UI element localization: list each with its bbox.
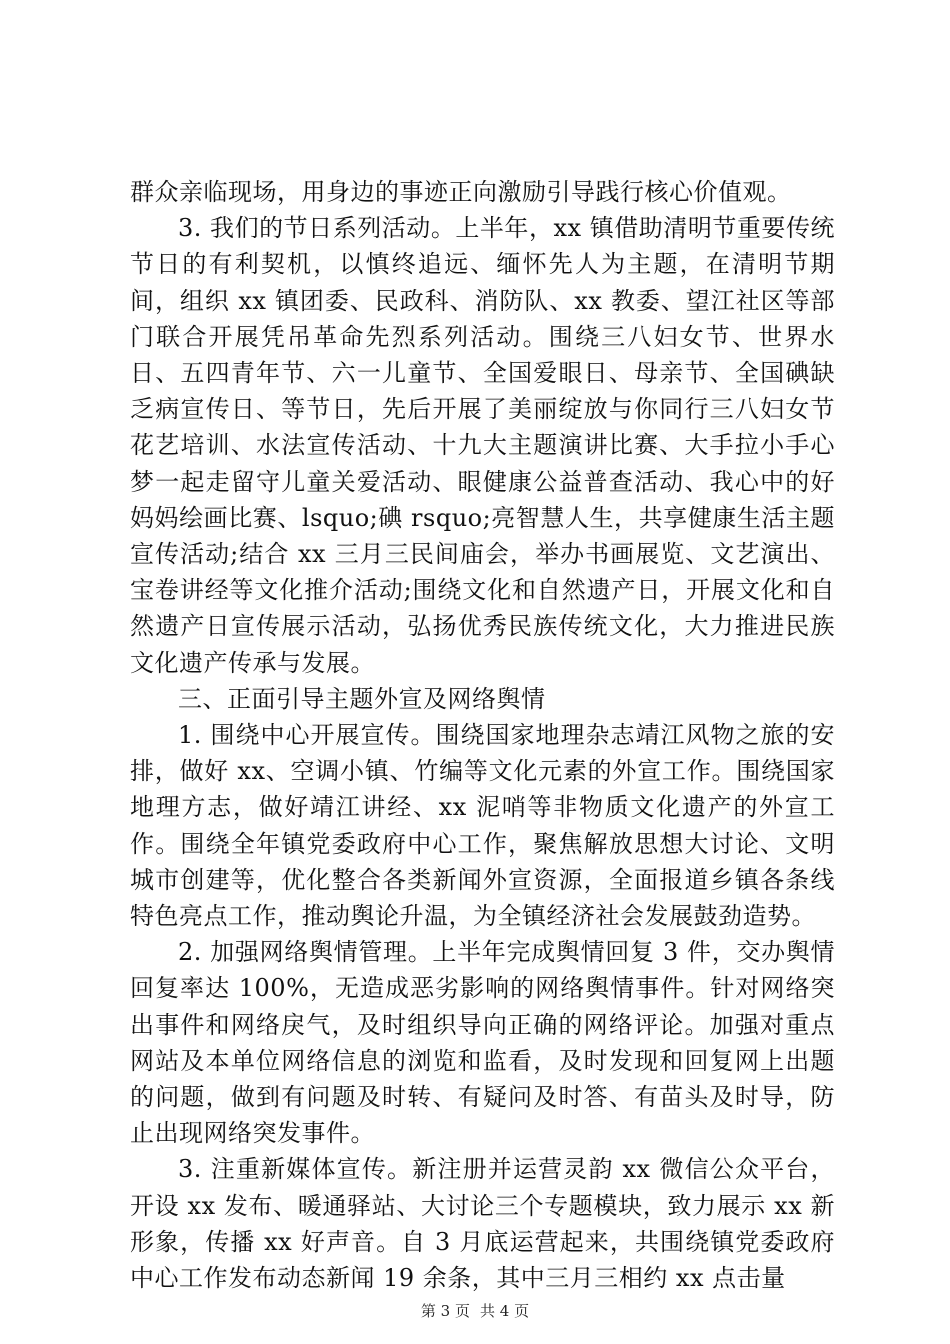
- page-number: 第 3 页: [420, 1302, 470, 1320]
- page-total: 共 4 页: [480, 1302, 530, 1320]
- paragraph-new-media: 3. 注重新媒体宣传。新注册并运营灵韵 xx 微信公众平台，开设 xx 发布、暖通驿站、大讨论三个专题模块，致力展示 xx 新形象，传播 xx 好声音。自 3 月底运营起来，共围绕镇党委政府中心工作发布动态新闻 19 余条，其中三月三相约 xx 点击量: [130, 1155, 835, 1293]
- paragraph-continuation: 群众亲临现场，用身边的事迹正向激励引导践行核心价值观。: [130, 178, 792, 206]
- paragraph-center-publicity: 1. 围绕中心开展宣传。围绕国家地理杂志靖江风物之旅的安排，做好 xx、空调小镇、竹编等文化元素的外宣工作。围绕国家地理方志，做好靖江讲经、xx 泥哨等非物质文化遗产的外宣工作。围绕全年镇党委政府中心工作，聚焦解放思想大讨论、文明城市创建等，优化整合各类新闻外宣资源，全面报道乡镇各条线特色亮点工作，推动舆论升温，为全镇经济社会发展鼓劲造势。: [130, 721, 835, 931]
- paragraph-online-opinion: 2. 加强网络舆情管理。上半年完成舆情回复 3 件，交办舆情回复率达 100%，无造成恶劣影响的网络舆情事件。针对网络突出事件和网络戾气，及时组织导向正确的网络评论。加强对重点网站及本单位网络信息的浏览和监看，及时发现和回复网上出题的问题，做到有问题及时转、有疑问及时答、有苗头及时导，防止出现网络突发事件。: [130, 938, 835, 1148]
- section-heading-publicity: 三、正面引导主题外宣及网络舆情: [178, 684, 546, 713]
- page-footer: [0, 1300, 950, 1321]
- document-body: [130, 174, 835, 1296]
- paragraph-festival-activities: 3. 我们的节日系列活动。上半年，xx 镇借助清明节重要传统节日的有利契机，以慎终追远、缅怀先人为主题，在清明节期间，组织 xx 镇团委、民政科、消防队、xx 教委、望江社区等部门联合开展凭吊革命先烈系列活动。围绕三八妇女节、世界水日、五四青年节、六一儿童节、全国爱眼日、母亲节、全国碘缺乏病宣传日、等节日，先后开展了美丽绽放与你同行三八妇女节花艺培训、水法宣传活动、十九大主题演讲比赛、大手拉小手心梦一起走留守儿童关爱活动、眼健康公益普查活动、我心中的好妈妈绘画比赛、lsquo;碘 rsquo;亮智慧人生，共享健康生活主题宣传活动;结合 xx 三月三民间庙会，举办书画展览、文艺演出、宝卷讲经等文化推介活动;围绕文化和自然遗产日，开展文化和自然遗产日宣传展示活动，弘扬优秀民族传统文化，大力推进民族文化遗产传承与发展。: [130, 214, 835, 677]
